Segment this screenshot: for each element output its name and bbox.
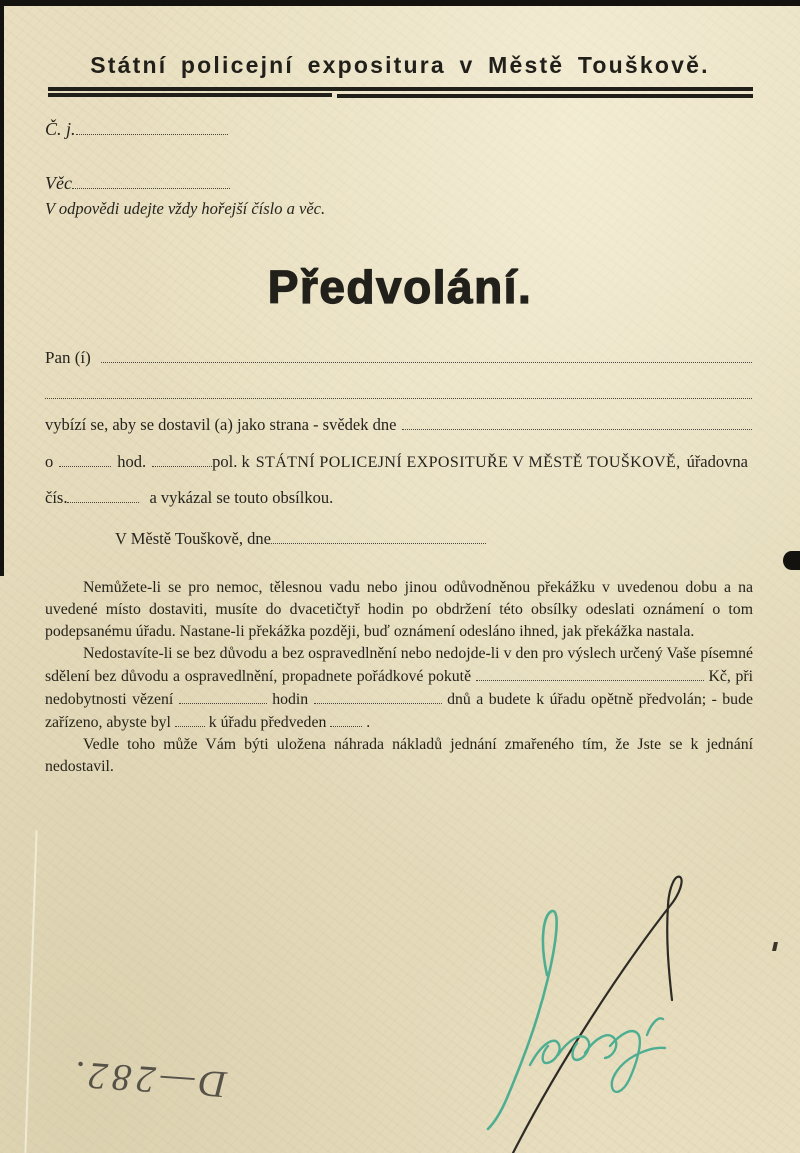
paragraph-2-text-f: . (366, 714, 371, 731)
reference-number-blank (76, 117, 228, 135)
hour-label: hod. (117, 451, 147, 471)
office-name-caps: STÁTNÍ POLICEJNÍ EXPOSITUŘE V MĚSTĚ TOUŠKOVĚ, (255, 453, 681, 471)
subject-label: Věc (45, 173, 72, 194)
predveden-blank (330, 711, 362, 727)
office-suffix: úřadovna (686, 451, 748, 471)
place-date-line (115, 527, 486, 549)
handwritten-file-number (30, 1026, 265, 1131)
byl-blank (175, 711, 205, 727)
reply-note: V odpovědi udejte vždy hořejší číslo a věc. (45, 199, 326, 218)
addressee-line (45, 346, 752, 368)
paragraph-2-text-a: Nedostavíte-li se bez důvodu a bez ospravedlnění nebo nedojde-li v den pro výslech určený Vaše písemné sdělení bez důvodu a ospravedlnění, propadnete pořádkové pokutě (45, 645, 753, 685)
paragraph-2-text-d: dnů a budete k úřadu opětně předvolán; - bude zařízeno, abyste byl (45, 691, 753, 731)
addressee-label: Pan (í) (45, 348, 91, 368)
paragraph-2-text-b: Kč, při nedobytnosti vězení (45, 668, 754, 708)
subject-line (45, 171, 230, 194)
top-edge-scan-border (0, 0, 800, 6)
paragraph-1: Nemůžete-li se pro nemoc, tělesnou vadu nebo jinou odůvodněnou překážku v uvedenou dobu a na uvedené místo dostaviti, musíte do dvacetičtyř hodin po obdržení této obsílky odeslati oznámení o tom podepsanému úřadu. Nastane-li překážka později, buď oznámení odesláno ihned, jak překážka nastala. (45, 579, 753, 640)
days-blank (314, 688, 442, 704)
masthead-rule-bottom-left (48, 93, 332, 97)
fine-amount-blank (476, 665, 704, 681)
meridiem-blank (152, 450, 212, 467)
reference-number-line (45, 117, 228, 140)
hours-blank (179, 688, 267, 704)
hour-blank (59, 450, 111, 467)
reference-number-label: Č. j. (45, 119, 76, 140)
addressee-blank-line2 (45, 386, 752, 399)
body-text (45, 577, 753, 778)
office-number-label: čís. (45, 487, 68, 507)
office-number-blank (67, 486, 139, 503)
masthead-title: Státní policejní expositura v Městě Touškově. (90, 52, 710, 78)
time-office-line (45, 450, 748, 472)
addressee-blank (101, 346, 752, 363)
paragraph-3: Vedle toho může Vám býti uložena náhrada nákladů jednání zmařeného tím, že Jste se k jednání nedostavil. (45, 736, 753, 775)
handwritten-file-number-text: D—282. (67, 1052, 228, 1105)
handwritten-signature-area (395, 850, 800, 1153)
office-number-suffix: a vykázal se touto obsílkou. (149, 487, 334, 507)
summon-line (45, 413, 752, 435)
meridiem-label: pol. k (212, 451, 250, 471)
document-title: Předvolání. (267, 261, 533, 313)
masthead-rule-bottom-right (337, 94, 753, 98)
paragraph-2-text-c: hodin (272, 691, 309, 708)
place-date-blank (271, 527, 486, 544)
subject-blank (72, 171, 230, 189)
green-ink-stroke-2 (530, 1018, 665, 1092)
paragraph-2 (45, 643, 753, 734)
paragraph-2-text-e: k úřadu předveden (208, 714, 327, 731)
summon-date-blank (402, 413, 752, 430)
green-ink-stroke-1 (488, 911, 557, 1129)
summon-text: vybízí se, aby se dostavil (a) jako strana - svědek dne (45, 414, 397, 434)
office-number-line (45, 486, 333, 508)
masthead-rule-top (48, 87, 753, 91)
signature-strokes (395, 850, 800, 1153)
place-date-label: V Městě Touškově, dne (115, 528, 271, 548)
right-edge-ink-blob (783, 551, 800, 570)
time-prefix: o (45, 451, 54, 471)
